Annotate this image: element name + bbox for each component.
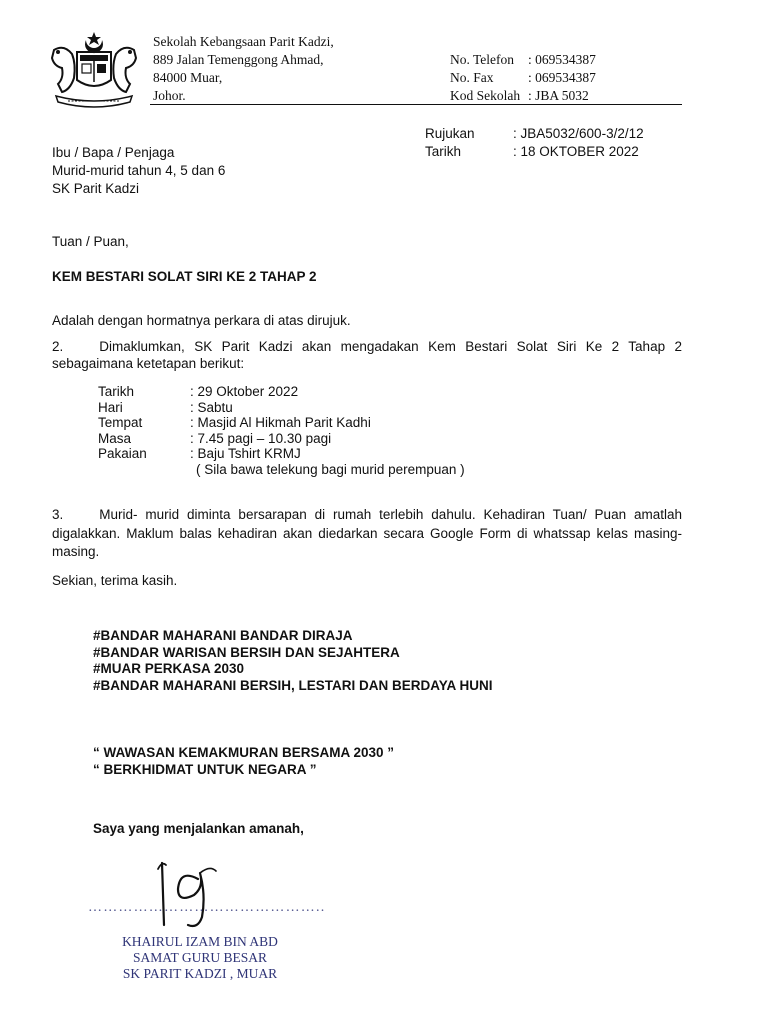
detail-row [98, 400, 465, 416]
slogan-line: “ BERKHIDMAT UNTUK NEGARA ” [93, 762, 317, 777]
intro-paragraph: Adalah dengan hormatnya perkara di atas dirujuk. [52, 313, 351, 328]
detail-value: : 7.45 pagi – 10.30 pagi [190, 430, 332, 446]
trust-line: Saya yang menjalankan amanah, [93, 821, 304, 836]
coat-of-arms-icon [44, 30, 144, 110]
paragraph-number: 3. [52, 507, 64, 522]
contact-value: : 069534387 [528, 70, 596, 85]
detail-value: : 29 Oktober 2022 [190, 384, 299, 399]
recipient-block [52, 144, 225, 198]
detail-row [98, 415, 465, 431]
detail-value: : Sabtu [190, 399, 233, 415]
detail-value: : Masjid Al Hikmah Parit Kadhi [190, 415, 371, 431]
contact-label: No. Telefon [450, 52, 515, 67]
reference-row [425, 143, 644, 161]
detail-row [98, 462, 465, 478]
address-line: 889 Jalan Temenggong Ahmad, [153, 52, 324, 67]
reference-label: Rujukan [425, 126, 475, 141]
paragraph-3 [52, 506, 682, 562]
detail-note: ( Sila bawa telekung bagi murid perempuan ) [196, 461, 465, 477]
signer-block [100, 934, 300, 982]
detail-value: : Baju Tshirt KRMJ [190, 446, 301, 462]
paragraph-2 [52, 338, 682, 372]
signer-line: SAMAT GURU BESAR [132, 950, 268, 965]
reference-row [425, 125, 644, 143]
address-line: Sekolah Kebangsaan Parit Kadzi, [153, 34, 334, 49]
slogan-block [93, 744, 394, 778]
paragraph-number: 2. [52, 339, 64, 354]
signer-line: SK PARIT KADZI , MUAR [122, 966, 278, 981]
contact-label: No. Fax [450, 70, 494, 85]
detail-label: Masa [98, 430, 132, 446]
detail-label: Hari [98, 399, 123, 415]
recipient-line: SK Parit Kadzi [52, 181, 140, 196]
detail-label: Tarikh [98, 384, 135, 399]
contact-row [450, 87, 596, 105]
contact-row [450, 69, 596, 87]
contact-row [450, 51, 596, 69]
hashtag-block [93, 628, 493, 694]
reference-value: : 18 OKTOBER 2022 [513, 144, 639, 159]
contact-label: Kod Sekolah [450, 88, 521, 103]
closing-line: Sekian, terima kasih. [52, 573, 178, 588]
event-details [98, 384, 465, 478]
reference-value: : JBA5032/600-3/2/12 [513, 126, 644, 141]
signature-icon [150, 855, 230, 930]
letter-subject: KEM BESTARI SOLAT SIRI KE 2 TAHAP 2 [52, 269, 317, 284]
slogan-line: “ WAWASAN KEMAKMURAN BERSAMA 2030 ” [93, 745, 395, 760]
letterhead-divider [150, 104, 682, 105]
reference-block [425, 125, 644, 161]
address-line: Johor. [153, 88, 186, 103]
school-contacts [450, 51, 596, 105]
hashtag-line: #BANDAR WARISAN BERSIH DAN SEJAHTERA [93, 644, 400, 660]
detail-label: Tempat [98, 415, 143, 431]
paragraph-text: Murid- murid diminta bersarapan di rumah terlebih dahulu. Kehadiran Tuan/ Puan amatlah digalakkan. Maklum balas kehadiran akan diedarkan secara Google Form di whatssap kelas masing-masing. [52, 507, 682, 559]
paragraph-text: Dimaklumkan, SK Parit Kadzi akan mengadakan Kem Bestari Solat Siri Ke 2 Tahap 2 sebagaimana ketetapan berikut: [52, 339, 682, 371]
recipient-line: Ibu / Bapa / Penjaga [52, 145, 175, 160]
detail-row [98, 431, 465, 447]
address-line: 84000 Muar, [153, 70, 223, 85]
hashtag-line: #BANDAR MAHARANI BANDAR DIRAJA [93, 628, 353, 643]
contact-value: : JBA 5032 [528, 88, 589, 103]
reference-label: Tarikh [425, 144, 462, 159]
signature-dotted-line: ……………………………………….. [88, 900, 326, 915]
detail-label: Pakaian [98, 446, 147, 462]
detail-row [98, 446, 465, 462]
school-address [153, 33, 334, 105]
signer-line: KHAIRUL IZAM BIN ABD [122, 934, 278, 949]
contact-value: : 069534387 [528, 52, 596, 67]
salutation: Tuan / Puan, [52, 234, 129, 249]
recipient-line: Murid-murid tahun 4, 5 dan 6 [52, 163, 226, 178]
hashtag-line: #BANDAR MAHARANI BERSIH, LESTARI DAN BERDAYA HUNI [93, 677, 493, 693]
detail-row [98, 384, 465, 400]
hashtag-line: #MUAR PERKASA 2030 [93, 661, 245, 676]
